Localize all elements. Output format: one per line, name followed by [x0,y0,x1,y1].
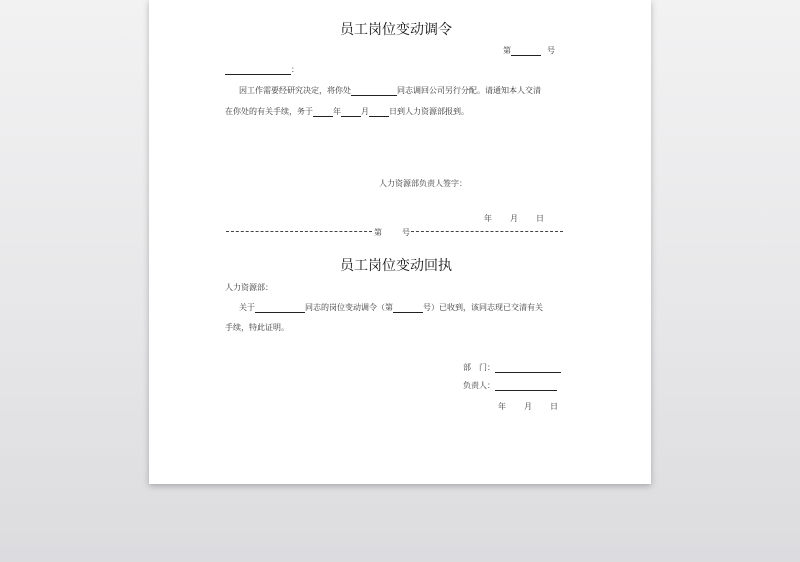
order-body-line-1 [239,85,541,96]
order-body-1a: 因工作需要经研究决定，将你处 [239,86,351,95]
order-date-day: 日 [536,214,544,223]
receipt-date-year: 年 [498,402,506,411]
document-page [149,0,651,484]
addressee-suffix: ： [291,65,299,74]
cut-line-right [411,231,563,232]
transfer-name-blank[interactable] [351,86,397,96]
receipt-person [463,380,557,391]
order-date [484,213,544,224]
cut-line-left [226,231,372,232]
order-day-label: 日到人力资源部报到。 [389,107,469,116]
order-body-line-2 [225,106,469,117]
report-month-blank[interactable] [341,107,361,117]
receipt-body-line-1 [239,302,543,313]
receipt-date [498,401,558,412]
order-body-2a: 在你处的有关手续，务于 [225,107,313,116]
receipt-body-1b: 同志的岗位变动调令（第 [305,303,393,312]
order-number-blank[interactable] [511,46,541,56]
report-year-blank[interactable] [313,107,333,117]
order-number-suffix: 号 [547,46,555,55]
dept-label: 部 门： [463,363,495,372]
order-month-label: 月 [361,107,369,116]
receipt-title: 员工岗位变动回执 [340,258,452,274]
receipt-date-day: 日 [550,402,558,411]
addressee [225,64,299,75]
dept-blank[interactable] [495,363,561,373]
order-year-label: 年 [333,107,341,116]
order-number [503,45,555,56]
receipt-date-month: 月 [524,402,532,411]
receipt-body-1c: 号）已收到，该同志现已交清有关 [423,303,543,312]
person-label: 负责人： [463,381,495,390]
addressee-blank[interactable] [225,65,291,75]
divider-di: 第 [374,228,382,237]
order-date-month: 月 [510,214,518,223]
receipt-name-blank[interactable] [255,303,305,313]
receipt-number-blank[interactable] [393,303,423,313]
report-day-blank[interactable] [369,107,389,117]
receipt-addressee: 人力资源部： [225,283,273,292]
receipt-body-1a: 关于 [239,303,255,312]
order-title: 员工岗位变动调令 [340,22,452,38]
divider-hao: 号 [402,228,410,237]
signature-label: 人力资源部负责人签字： [379,179,467,188]
receipt-dept [463,362,561,373]
order-number-prefix: 第 [503,46,511,55]
order-date-year: 年 [484,214,492,223]
order-body-1b: 同志调回公司另行分配。请通知本人交清 [397,86,541,95]
person-blank[interactable] [495,381,557,391]
receipt-body-line-2: 手续，特此证明。 [225,323,289,332]
